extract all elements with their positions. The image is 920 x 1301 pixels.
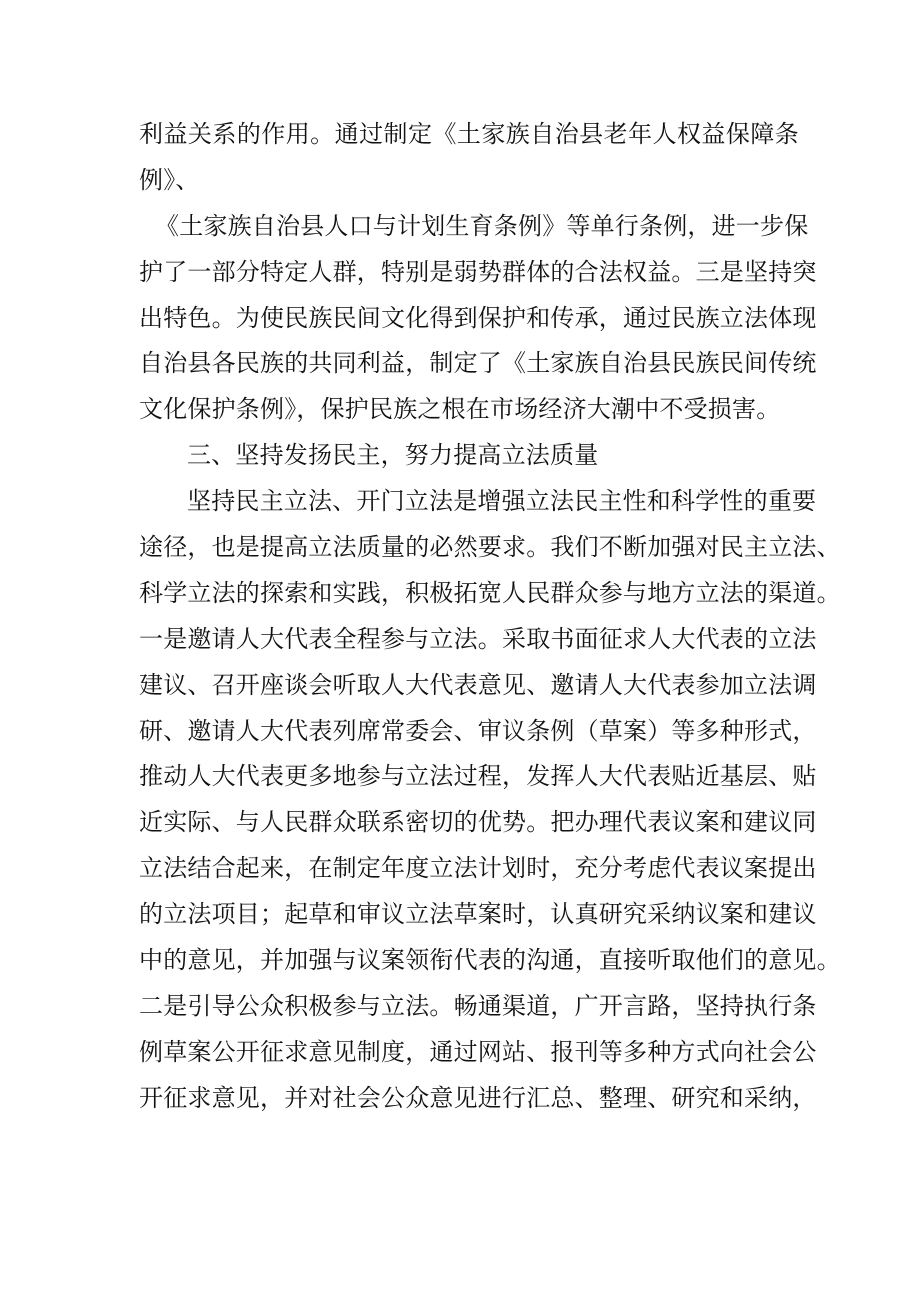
text-line: 自治县各民族的共同利益，制定了《土家族自治县民族民间传统 [139, 349, 817, 378]
text-line: 例草案公开征求意见制度，通过网站、报刊等多种方式向社会公 [139, 1037, 817, 1066]
text-line: 途径，也是提高立法质量的必然要求。我们不断加强对民主立法、 [139, 533, 841, 562]
text-line: 一是邀请人大代表全程参与立法。采取书面征求人大代表的立法 [139, 624, 817, 653]
section-heading: 三、坚持发扬民主，努力提高立法质量 [187, 441, 599, 470]
text-line: 近实际、与人民群众联系密切的优势。把办理代表议案和建议同 [139, 808, 817, 837]
text-line: 例》、 [139, 165, 200, 194]
text-line: 科学立法的探索和实践，积极拓宽人民群众参与地方立法的渠道。 [139, 578, 841, 607]
text-line: 《土家族自治县人口与计划生育条例》等单行条例，进一步保 [155, 211, 809, 240]
document-body [139, 112, 841, 1122]
text-line: 研、邀请人大代表列席常委会、审议条例（草案）等多种形式， [139, 716, 817, 745]
text-line: 建议、召开座谈会听取人大代表意见、邀请人大代表参加立法调 [139, 670, 817, 699]
text-line: 坚持民主立法、开门立法是增强立法民主性和科学性的重要 [187, 487, 817, 516]
text-line: 文化保护条例》，保护民族之根在市场经济大潮中不受损害。 [139, 395, 781, 424]
text-line: 的立法项目；起草和审议立法草案时，认真研究采纳议案和建议 [139, 900, 817, 929]
text-line: 二是引导公众积极参与立法。畅通渠道，广开言路，坚持执行条 [139, 991, 817, 1020]
text-line: 利益关系的作用。通过制定《土家族自治县老年人权益保障条 [139, 120, 799, 148]
text-line: 推动人大代表更多地参与立法过程，发挥人大代表贴近基层、贴 [139, 762, 817, 791]
text-line: 中的意见，并加强与议案领衔代表的沟通，直接听取他们的意见。 [139, 946, 841, 975]
text-line: 开征求意见，并对社会公众意见进行汇总、整理、研究和采纳， [139, 1083, 817, 1112]
text-line: 立法结合起来，在制定年度立法计划时，充分考虑代表议案提出 [139, 854, 817, 883]
text-line: 出特色。为使民族民间文化得到保护和传承，通过民族立法体现 [139, 303, 817, 332]
text-line: 护了一部分特定人群，特别是弱势群体的合法权益。三是坚持突 [139, 257, 817, 286]
